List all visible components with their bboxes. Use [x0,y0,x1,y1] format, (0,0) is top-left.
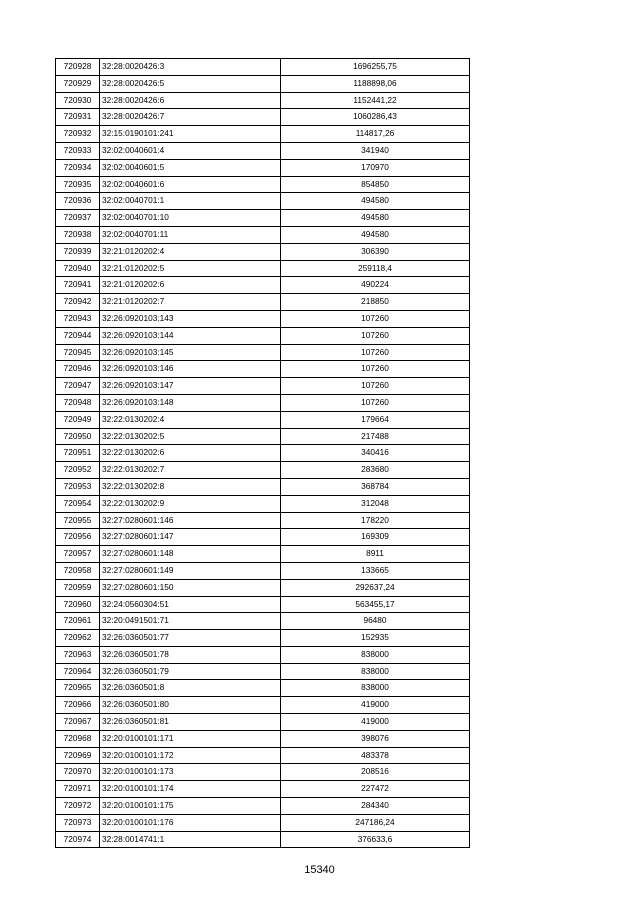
cadastral-number-cell: 32:22:0130202:9 [100,495,281,512]
row-id-cell: 720946 [56,361,100,378]
row-id-cell: 720953 [56,478,100,495]
table-row [56,562,470,579]
cadastral-number-cell: 32:22:0130202:4 [100,411,281,428]
value-cell: 419000 [281,714,470,731]
cadastral-number-cell: 32:26:0920103:144 [100,327,281,344]
value-cell: 8911 [281,546,470,563]
value-cell: 218850 [281,294,470,311]
value-cell: 217488 [281,428,470,445]
table-row [56,210,470,227]
row-id-cell: 720933 [56,142,100,159]
table-row [56,747,470,764]
row-id-cell: 720952 [56,462,100,479]
table-row [56,109,470,126]
value-cell: 490224 [281,277,470,294]
value-cell: 114817,26 [281,126,470,143]
value-cell: 107260 [281,327,470,344]
row-id-cell: 720938 [56,226,100,243]
value-cell: 169309 [281,529,470,546]
value-cell: 152935 [281,630,470,647]
table-row [56,226,470,243]
table-row [56,697,470,714]
value-cell: 341940 [281,142,470,159]
table-row [56,781,470,798]
cadastral-number-cell: 32:26:0920103:147 [100,378,281,395]
cadastral-number-cell: 32:27:0280601:148 [100,546,281,563]
value-cell: 854850 [281,176,470,193]
data-table [55,58,470,848]
table-row [56,764,470,781]
row-id-cell: 720960 [56,596,100,613]
table-row [56,512,470,529]
value-cell: 133665 [281,562,470,579]
row-id-cell: 720973 [56,814,100,831]
row-id-cell: 720937 [56,210,100,227]
table-row [56,126,470,143]
cadastral-number-cell: 32:02:0040601:6 [100,176,281,193]
table-row [56,445,470,462]
cadastral-number-cell: 32:28:0020426:7 [100,109,281,126]
cadastral-number-cell: 32:22:0130202:8 [100,478,281,495]
cadastral-number-cell: 32:15:0190101:241 [100,126,281,143]
value-cell: 398076 [281,730,470,747]
table-row [56,680,470,697]
row-id-cell: 720945 [56,344,100,361]
cadastral-number-cell: 32:27:0280601:150 [100,579,281,596]
cadastral-number-cell: 32:20:0100101:172 [100,747,281,764]
table-row [56,462,470,479]
value-cell: 107260 [281,361,470,378]
row-id-cell: 720957 [56,546,100,563]
row-id-cell: 720936 [56,193,100,210]
table-row [56,294,470,311]
row-id-cell: 720961 [56,613,100,630]
page-number: 15340 [304,864,335,876]
table-row [56,579,470,596]
value-cell: 494580 [281,210,470,227]
table-row [56,613,470,630]
row-id-cell: 720965 [56,680,100,697]
row-id-cell: 720930 [56,92,100,109]
cadastral-number-cell: 32:21:0120202:4 [100,243,281,260]
table-row [56,277,470,294]
value-cell: 563455,17 [281,596,470,613]
row-id-cell: 720970 [56,764,100,781]
table-row [56,378,470,395]
cadastral-number-cell: 32:26:0920103:145 [100,344,281,361]
cadastral-number-cell: 32:20:0100101:174 [100,781,281,798]
table-row [56,159,470,176]
value-cell: 483378 [281,747,470,764]
row-id-cell: 720944 [56,327,100,344]
table-row [56,411,470,428]
value-cell: 247186,24 [281,814,470,831]
cadastral-number-cell: 32:22:0130202:7 [100,462,281,479]
cadastral-number-cell: 32:20:0100101:173 [100,764,281,781]
value-cell: 494580 [281,226,470,243]
row-id-cell: 720947 [56,378,100,395]
value-cell: 838000 [281,663,470,680]
row-id-cell: 720967 [56,714,100,731]
row-id-cell: 720954 [56,495,100,512]
value-cell: 306390 [281,243,470,260]
row-id-cell: 720950 [56,428,100,445]
table-row [56,327,470,344]
table-row [56,59,470,76]
row-id-cell: 720935 [56,176,100,193]
row-id-cell: 720955 [56,512,100,529]
row-id-cell: 720932 [56,126,100,143]
cadastral-number-cell: 32:26:0360501:77 [100,630,281,647]
value-cell: 368784 [281,478,470,495]
cadastral-number-cell: 32:21:0120202:5 [100,260,281,277]
cadastral-number-cell: 32:02:0040601:4 [100,142,281,159]
cadastral-number-cell: 32:20:0491501:71 [100,613,281,630]
table-body [56,59,470,848]
cadastral-number-cell: 32:26:0920103:146 [100,361,281,378]
table-row [56,831,470,848]
table-row [56,630,470,647]
cadastral-number-cell: 32:26:0360501:80 [100,697,281,714]
value-cell: 1060286,43 [281,109,470,126]
table-row [56,478,470,495]
value-cell: 1696255,75 [281,59,470,76]
value-cell: 284340 [281,798,470,815]
cadastral-number-cell: 32:26:0360501:81 [100,714,281,731]
cadastral-number-cell: 32:24:0560304:51 [100,596,281,613]
cadastral-number-cell: 32:26:0360501:79 [100,663,281,680]
table-row [56,663,470,680]
row-id-cell: 720959 [56,579,100,596]
row-id-cell: 720974 [56,831,100,848]
cadastral-number-cell: 32:02:0040601:5 [100,159,281,176]
table-row [56,428,470,445]
cadastral-number-cell: 32:21:0120202:6 [100,277,281,294]
row-id-cell: 720928 [56,59,100,76]
cadastral-number-cell: 32:28:0020426:3 [100,59,281,76]
table-row [56,193,470,210]
row-id-cell: 720956 [56,529,100,546]
row-id-cell: 720942 [56,294,100,311]
cadastral-number-cell: 32:20:0100101:175 [100,798,281,815]
value-cell: 312048 [281,495,470,512]
row-id-cell: 720951 [56,445,100,462]
table-row [56,176,470,193]
row-id-cell: 720931 [56,109,100,126]
table-row [56,529,470,546]
table-row [56,798,470,815]
cadastral-number-cell: 32:02:0040701:10 [100,210,281,227]
row-id-cell: 720941 [56,277,100,294]
cadastral-number-cell: 32:20:0100101:171 [100,730,281,747]
row-id-cell: 720969 [56,747,100,764]
value-cell: 179664 [281,411,470,428]
row-id-cell: 720962 [56,630,100,647]
cadastral-number-cell: 32:27:0280601:149 [100,562,281,579]
table-row [56,394,470,411]
value-cell: 1152441,22 [281,92,470,109]
value-cell: 283680 [281,462,470,479]
table-row [56,730,470,747]
table-row [56,814,470,831]
cadastral-number-cell: 32:22:0130202:5 [100,428,281,445]
table-row [56,596,470,613]
row-id-cell: 720939 [56,243,100,260]
cadastral-number-cell: 32:26:0920103:143 [100,310,281,327]
cadastral-number-cell: 32:02:0040701:11 [100,226,281,243]
cadastral-number-cell: 32:28:0014741:1 [100,831,281,848]
row-id-cell: 720934 [56,159,100,176]
table-row [56,344,470,361]
value-cell: 340416 [281,445,470,462]
cadastral-number-cell: 32:26:0360501:8 [100,680,281,697]
value-cell: 227472 [281,781,470,798]
value-cell: 376633,6 [281,831,470,848]
value-cell: 1188898,06 [281,75,470,92]
table-row [56,243,470,260]
table-row [56,75,470,92]
row-id-cell: 720968 [56,730,100,747]
row-id-cell: 720948 [56,394,100,411]
value-cell: 259118,4 [281,260,470,277]
row-id-cell: 720929 [56,75,100,92]
cadastral-number-cell: 32:02:0040701:1 [100,193,281,210]
table-row [56,92,470,109]
value-cell: 107260 [281,310,470,327]
value-cell: 419000 [281,697,470,714]
table-row [56,546,470,563]
row-id-cell: 720972 [56,798,100,815]
cadastral-number-cell: 32:21:0120202:7 [100,294,281,311]
value-cell: 96480 [281,613,470,630]
table-row [56,714,470,731]
row-id-cell: 720943 [56,310,100,327]
row-id-cell: 720971 [56,781,100,798]
value-cell: 178220 [281,512,470,529]
value-cell: 838000 [281,680,470,697]
cadastral-number-cell: 32:20:0100101:176 [100,814,281,831]
cadastral-number-cell: 32:27:0280601:146 [100,512,281,529]
value-cell: 838000 [281,646,470,663]
cadastral-number-cell: 32:27:0280601:147 [100,529,281,546]
row-id-cell: 720966 [56,697,100,714]
row-id-cell: 720940 [56,260,100,277]
value-cell: 494580 [281,193,470,210]
value-cell: 107260 [281,344,470,361]
value-cell: 107260 [281,378,470,395]
cadastral-number-cell: 32:26:0360501:78 [100,646,281,663]
table-row [56,260,470,277]
cadastral-number-cell: 32:22:0130202:6 [100,445,281,462]
table-row [56,361,470,378]
value-cell: 292637,24 [281,579,470,596]
row-id-cell: 720958 [56,562,100,579]
value-cell: 208516 [281,764,470,781]
cadastral-number-cell: 32:26:0920103:148 [100,394,281,411]
table-row [56,646,470,663]
cadastral-number-cell: 32:28:0020426:6 [100,92,281,109]
row-id-cell: 720964 [56,663,100,680]
table-row [56,310,470,327]
table-row [56,495,470,512]
value-cell: 107260 [281,394,470,411]
value-cell: 170970 [281,159,470,176]
row-id-cell: 720949 [56,411,100,428]
table-row [56,142,470,159]
cadastral-number-cell: 32:28:0020426:5 [100,75,281,92]
row-id-cell: 720963 [56,646,100,663]
